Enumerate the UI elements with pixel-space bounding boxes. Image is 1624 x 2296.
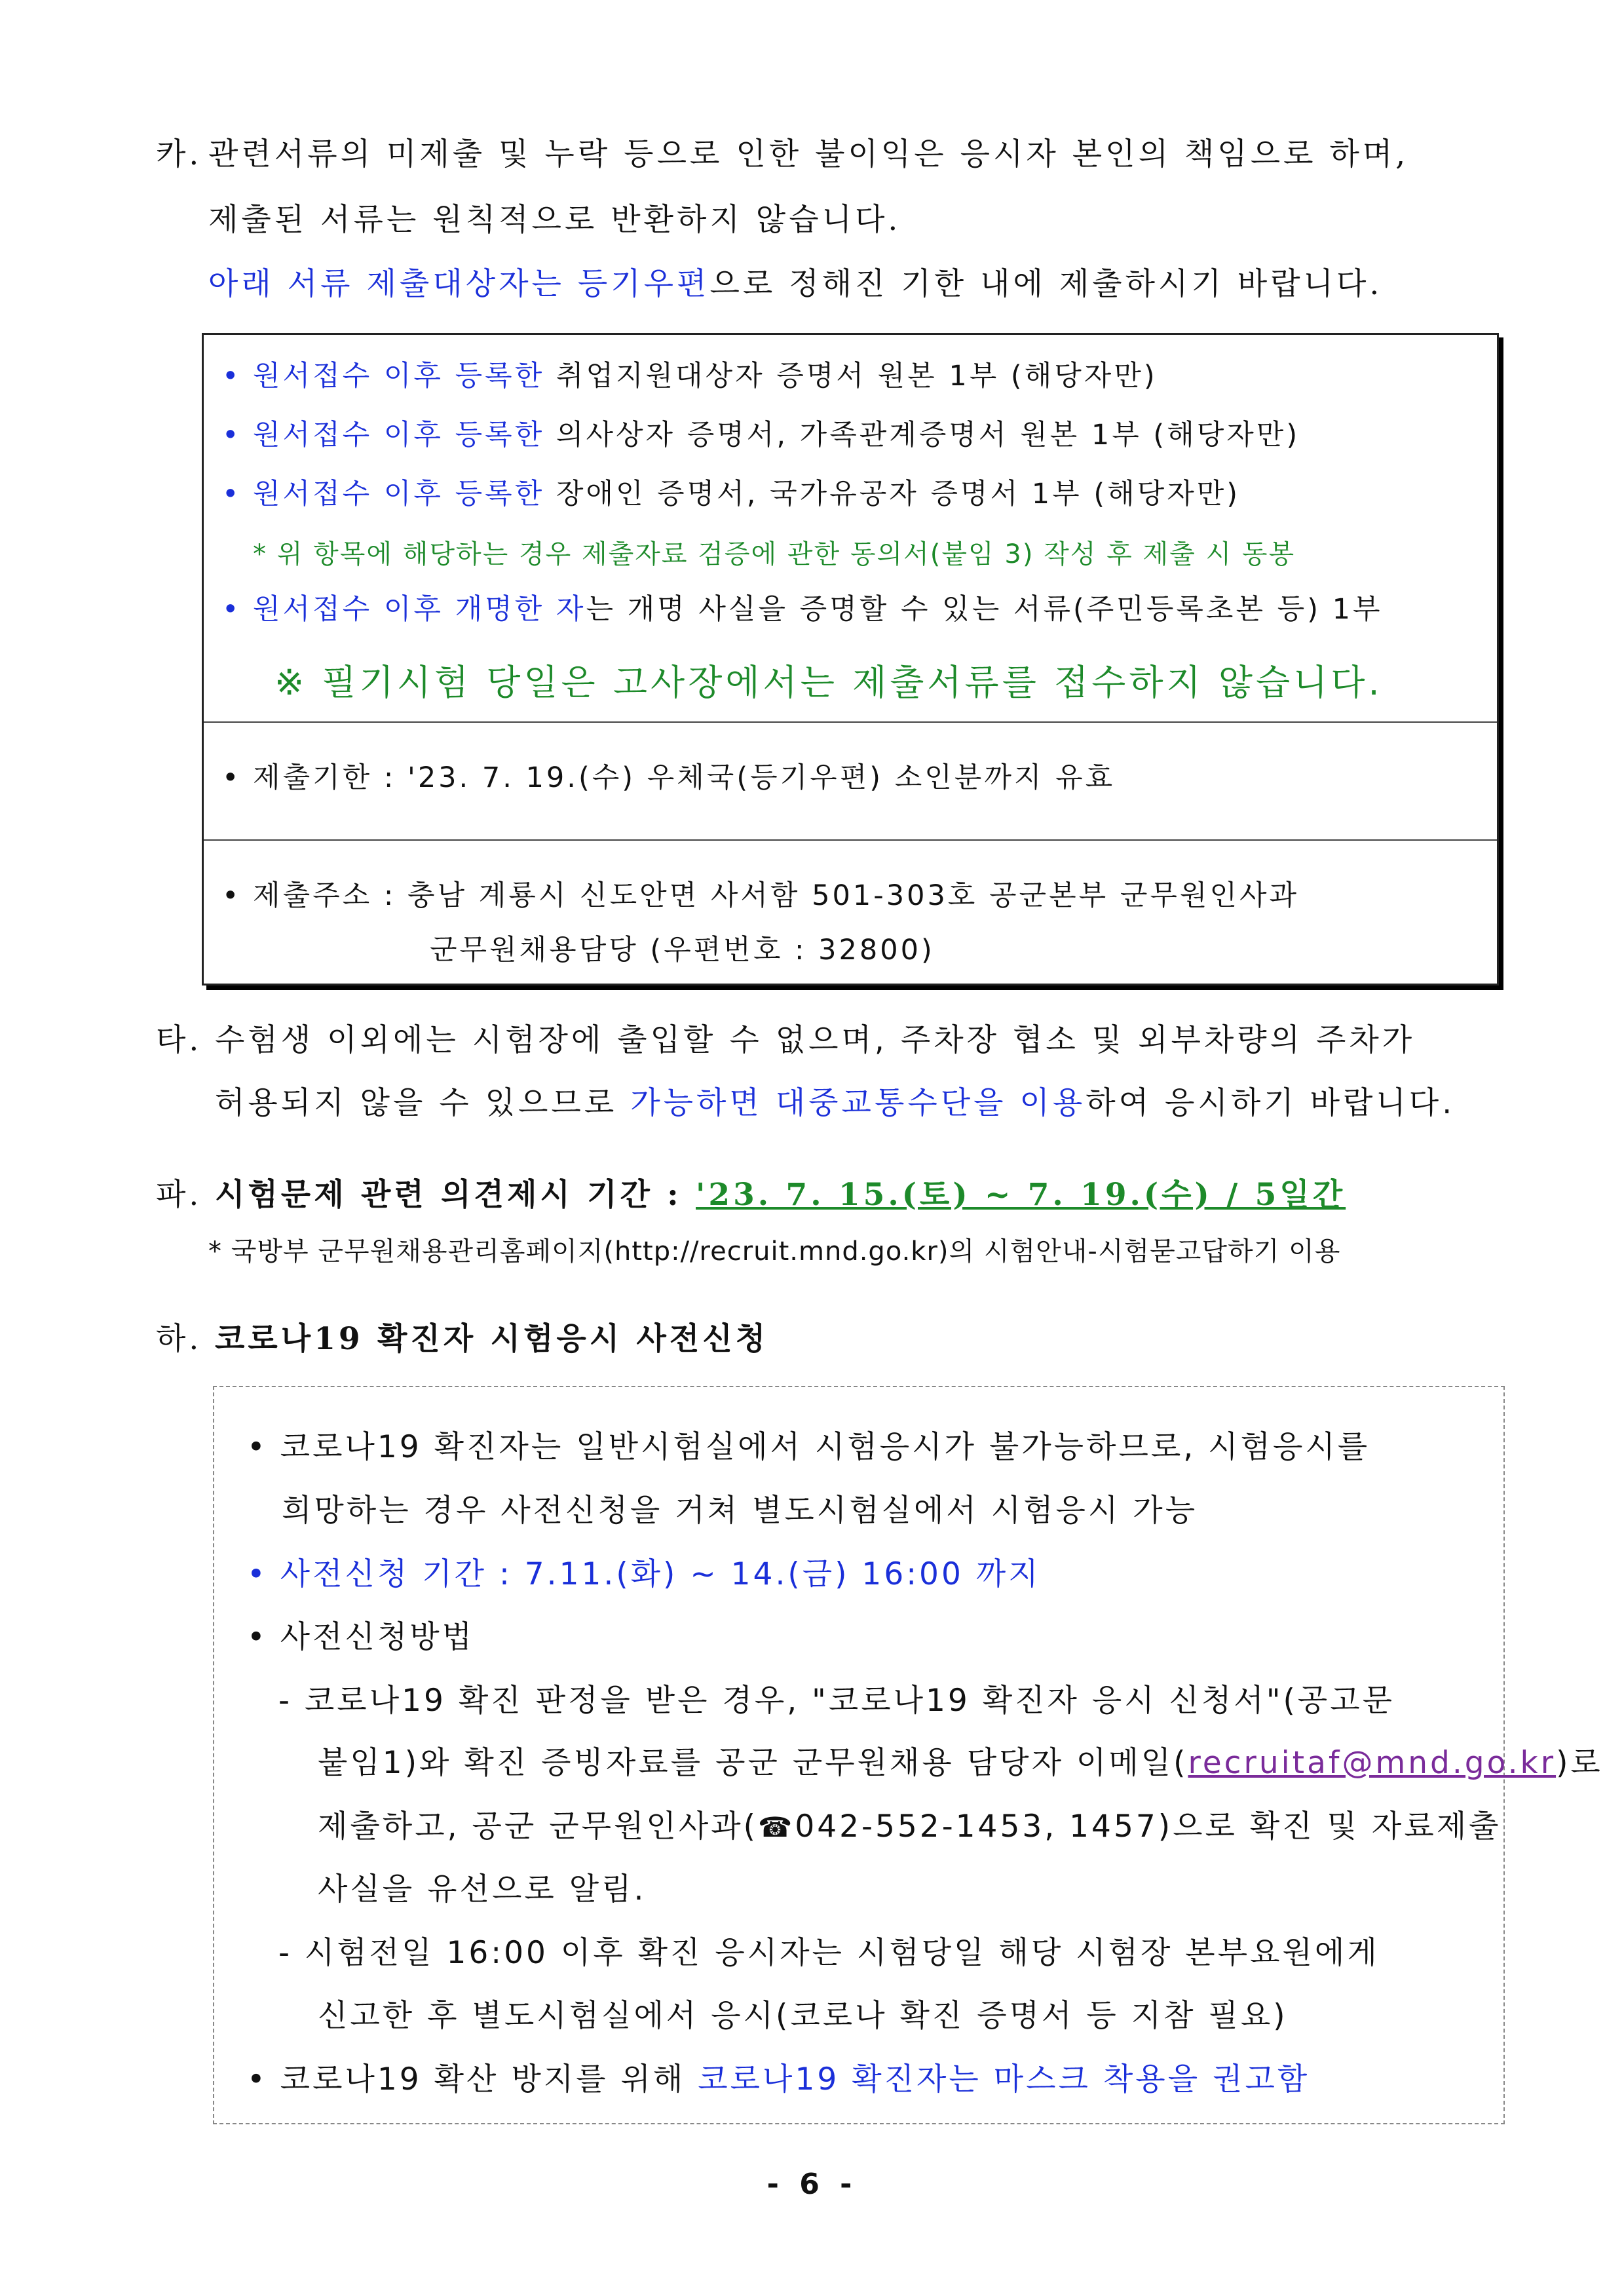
covid-bullet-1-line-1: • 코로나19 확진자는 일반시험실에서 시험응시가 불가능하므로, 시험응시를 bbox=[247, 1429, 1370, 1465]
covid-method-1-line-2-pre: 붙임1)와 확진 증빙자료를 공군 군무원채용 담당자 이메일( bbox=[318, 1745, 1188, 1781]
doc-item-3-highlight: 원서접수 이후 등록한 bbox=[253, 478, 545, 510]
pa-title bbox=[215, 1177, 1346, 1213]
email-link[interactable]: recruitaf@mnd.go.kr bbox=[1188, 1745, 1557, 1781]
covid-method-1-line-2 bbox=[318, 1745, 1603, 1781]
ka-line-3 bbox=[208, 266, 1383, 302]
doc-item-2 bbox=[222, 421, 1300, 450]
ha-marker: 하. bbox=[156, 1321, 202, 1357]
ta-marker: 타. bbox=[156, 1022, 202, 1058]
submission-address-line-2: 군무원채용담당 (우편번호 : 32800) bbox=[430, 934, 935, 966]
covid-method-1-line-4: 사실을 유선으로 알림. bbox=[318, 1871, 647, 1907]
ka-line-3-rest: 으로 정해진 기한 내에 제출하시기 바랍니다. bbox=[709, 266, 1383, 302]
covid-bullet-1-line-2: 희망하는 경우 사전신청을 거쳐 별도시험실에서 시험응시 가능 bbox=[282, 1493, 1198, 1529]
covid-info-box bbox=[213, 1386, 1603, 2124]
ha-title: 코로나19 확진자 시험응시 사전신청 bbox=[215, 1321, 769, 1357]
ta-line-2-highlight: 가능하면 대중교통수단을 이용 bbox=[630, 1085, 1086, 1121]
covid-method-1-line-3-post: 042-552-1453, 1457)으로 확진 및 자료제출 bbox=[795, 1808, 1501, 1845]
doc-consent-note: * 위 항목에 해당하는 경우 제출자료 검증에 관한 동의서(붙임 3) 작성 후 제출 시 동봉 bbox=[253, 539, 1296, 569]
ka-line-1: 관련서류의 미제출 및 누락 등으로 인한 불이익은 응시자 본인의 책임으로 하며, bbox=[208, 136, 1409, 172]
covid-method-2-line-1: - 시험전일 16:00 이후 확진 응시자는 시험당일 해당 시험장 본부요원에게 bbox=[278, 1935, 1380, 1971]
phone-icon: ☎ bbox=[757, 1811, 795, 1843]
warning-text: ※ 필기시험 당일은 고사장에서는 제출서류를 접수하지 않습니다. bbox=[274, 662, 1383, 703]
doc-item-3 bbox=[222, 480, 1240, 508]
doc-item-1-highlight: 원서접수 이후 등록한 bbox=[253, 360, 545, 392]
ka-marker: 카. bbox=[156, 136, 202, 172]
doc-item-4-highlight: 원서접수 이후 개명한 자 bbox=[253, 593, 586, 626]
submission-documents-box bbox=[202, 333, 1499, 985]
covid-method-1-line-3 bbox=[318, 1808, 1501, 1845]
covid-application-period: • 사전신청 기간 : 7.11.(화) ~ 14.(금) 16:00 까지 bbox=[247, 1556, 1041, 1592]
ka-line-3-highlight: 아래 서류 제출대상자는 등기우편 bbox=[208, 266, 710, 302]
ta-line-2-pre: 허용되지 않을 수 있으므로 bbox=[215, 1085, 631, 1121]
doc-item-4 bbox=[222, 593, 1383, 626]
pa-title-text: 시험문제 관련 의견제시 기간 : bbox=[215, 1177, 696, 1213]
doc-item-1 bbox=[222, 362, 1158, 391]
doc-item-1-text: 취업지원대상자 증명서 원본 1부 (해당자만) bbox=[544, 360, 1158, 392]
divider bbox=[204, 721, 1497, 723]
covid-application-method: • 사전신청방법 bbox=[247, 1619, 475, 1655]
divider bbox=[204, 839, 1497, 841]
covid-method-1-line-3-pre: 제출하고, 공군 군무원인사과( bbox=[318, 1808, 758, 1845]
bullet: • bbox=[222, 478, 242, 510]
bullet: • bbox=[222, 419, 242, 451]
pa-period: '23. 7. 15.(토) ~ 7. 19.(수) / 5일간 bbox=[696, 1177, 1346, 1213]
ta-line-2-post: 하여 응시하기 바랍니다. bbox=[1086, 1085, 1456, 1121]
covid-method-1-line-1: - 코로나19 확진 판정을 받은 경우, "코로나19 확진자 응시 신청서"(공고문 bbox=[278, 1683, 1395, 1719]
pa-note: * 국방부 군무원채용관리홈페이지(http://recruit.mnd.go.kr)의 시험안내-시험묻고답하기 이용 bbox=[208, 1236, 1341, 1267]
covid-mask-notice-highlight: 코로나19 확진자는 마스크 착용을 권고함 bbox=[698, 2061, 1310, 2097]
page-number: - 6 - bbox=[766, 2168, 858, 2201]
ka-line-2: 제출된 서류는 원칙적으로 반환하지 않습니다. bbox=[208, 202, 901, 238]
covid-method-1-line-2-post: )로 bbox=[1556, 1745, 1603, 1781]
submission-address-line-1: • 제출주소 : 충남 계룡시 신도안면 사서함 501-303호 공군본부 군무원인사과 bbox=[222, 879, 1300, 912]
doc-item-2-text: 의사상자 증명서, 가족관계증명서 원본 1부 (해당자만) bbox=[544, 419, 1300, 451]
covid-mask-notice-pre: • 코로나19 확산 방지를 위해 bbox=[247, 2061, 698, 2097]
pa-marker: 파. bbox=[156, 1177, 202, 1213]
doc-item-3-text: 장애인 증명서, 국가유공자 증명서 1부 (해당자만) bbox=[544, 478, 1241, 510]
bullet: • bbox=[222, 593, 242, 626]
bullet: • bbox=[222, 360, 242, 392]
doc-item-4-text: 는 개명 사실을 증명할 수 있는 서류(주민등록초본 등) 1부 bbox=[586, 593, 1383, 626]
covid-method-2-line-2: 신고한 후 별도시험실에서 응시(코로나 확진 증명서 등 지참 필요) bbox=[318, 1998, 1288, 2034]
covid-mask-notice bbox=[247, 2061, 1310, 2097]
submission-deadline: • 제출기한 : '23. 7. 19.(수) 우체국(등기우편) 소인분까지 유효 bbox=[222, 761, 1116, 794]
ta-line-2 bbox=[215, 1085, 1456, 1121]
doc-item-2-highlight: 원서접수 이후 등록한 bbox=[253, 419, 545, 451]
ta-line-1: 수험생 이외에는 시험장에 출입할 수 없으며, 주차장 협소 및 외부차량의 주차가 bbox=[215, 1022, 1416, 1058]
